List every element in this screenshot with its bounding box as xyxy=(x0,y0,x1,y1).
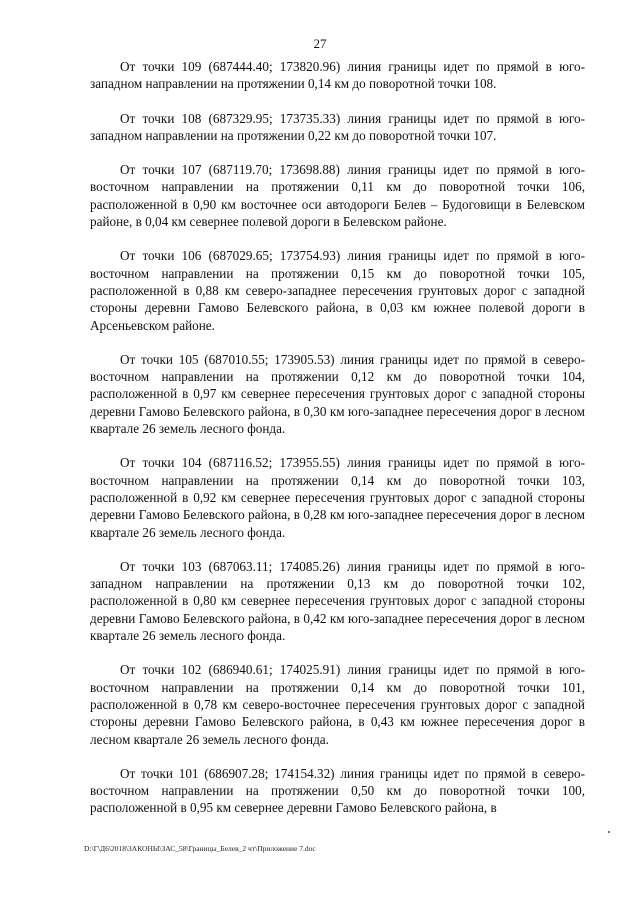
paragraph-point-104: От точки 104 (687116.52; 173955.55) линия границы идет по прямой в юго-восточном направлении на протяжении 0,14 км до поворотной точки 103, расположенной в 0,92 км севернее пересечения грунтовых дорог с западной стороны деревни Гамово Белевского района, в 0,28 км юго-западнее пересечения дорог в лесном квартале 26 земель лесного фонда. xyxy=(90,455,585,540)
paragraph-point-101: От точки 101 (686907.28; 174154.32) линия границы идет по прямой в северо-восточном направлении на протяжении 0,50 км до поворотной точки 100, расположенной в 0,95 км севернее деревни Гамово Белевского района, в xyxy=(90,765,585,816)
paragraph-point-103: От точки 103 (687063.11; 174085.26) линия границы идет по прямой в юго-западном направлении на протяжении 0,13 км до поворотной точки 102, расположенной в 0,80 км севернее пересечения грунтовых дорог с западной стороны деревни Гамово Белевского района, в 0,42 км юго-западнее пересечения дорог в лесном квартале 26 земель лесного фонда. xyxy=(90,558,585,644)
paragraph-point-102: От точки 102 (686940.61; 174025.91) линия границы идет по прямой в юго-восточном направлении на протяжении 0,14 км до поворотной точки 101, расположенной в 0,78 км северо-восточнее пересечения грунтовых дорог с западной стороны деревни Гамово Белевского района, в 0,43 км южнее пересечения дорог в лесном квартале 26 земель лесного фонда. xyxy=(90,662,585,747)
file-path-footer: D:\Г\Д6\2018\ЗАКОНЫ\ЗАС_58\Границы_Белев_2 чт\Приложение 7.doc xyxy=(84,844,316,853)
scan-dot xyxy=(608,831,610,833)
paragraph-point-105: От точки 105 (687010.55; 173905.53) линия границы идет по прямой в северо-восточном направлении на протяжении 0,12 км до поворотной точки 104, расположенной в 0,97 км севернее пересечения грунтовых дорог с западной стороны деревни Гамово Белевского района, в 0,30 км юго-западнее пересечения дорог в лесном квартале 26 земель лесного фонда. xyxy=(90,351,585,437)
paragraph-point-107: От точки 107 (687119.70; 173698.88) линия границы идет по прямой в юго-восточном направлении на протяжении 0,11 км до поворотной точки 106, расположенной в 0,90 км восточнее оси автодороги Белев – Будоговищи в Белевском районе, в 0,04 км севернее полевой дороги в Белевском районе. xyxy=(90,162,585,230)
page-number: 27 xyxy=(313,36,327,51)
document-body xyxy=(90,58,585,834)
paragraph-point-106: От точки 106 (687029.65; 173754.93) линия границы идет по прямой в юго-восточном направлении на протяжении 0,15 км до поворотной точки 105, расположенной в 0,88 км северо-западнее пересечения грунтовых дорог с западной стороны деревни Гамово Белевского района, в 0,03 км южнее полевой дороги в Арсеньевском районе. xyxy=(90,248,585,333)
paragraph-point-109: От точки 109 (687444.40; 173820.96) линия границы идет по прямой в юго-западном направлении на протяжении 0,14 км до поворотной точки 108. xyxy=(90,59,585,92)
paragraph-point-108: От точки 108 (687329.95; 173735.33) линия границы идет по прямой в юго-западном направлении на протяжении 0,22 км до поворотной точки 107. xyxy=(90,110,585,143)
